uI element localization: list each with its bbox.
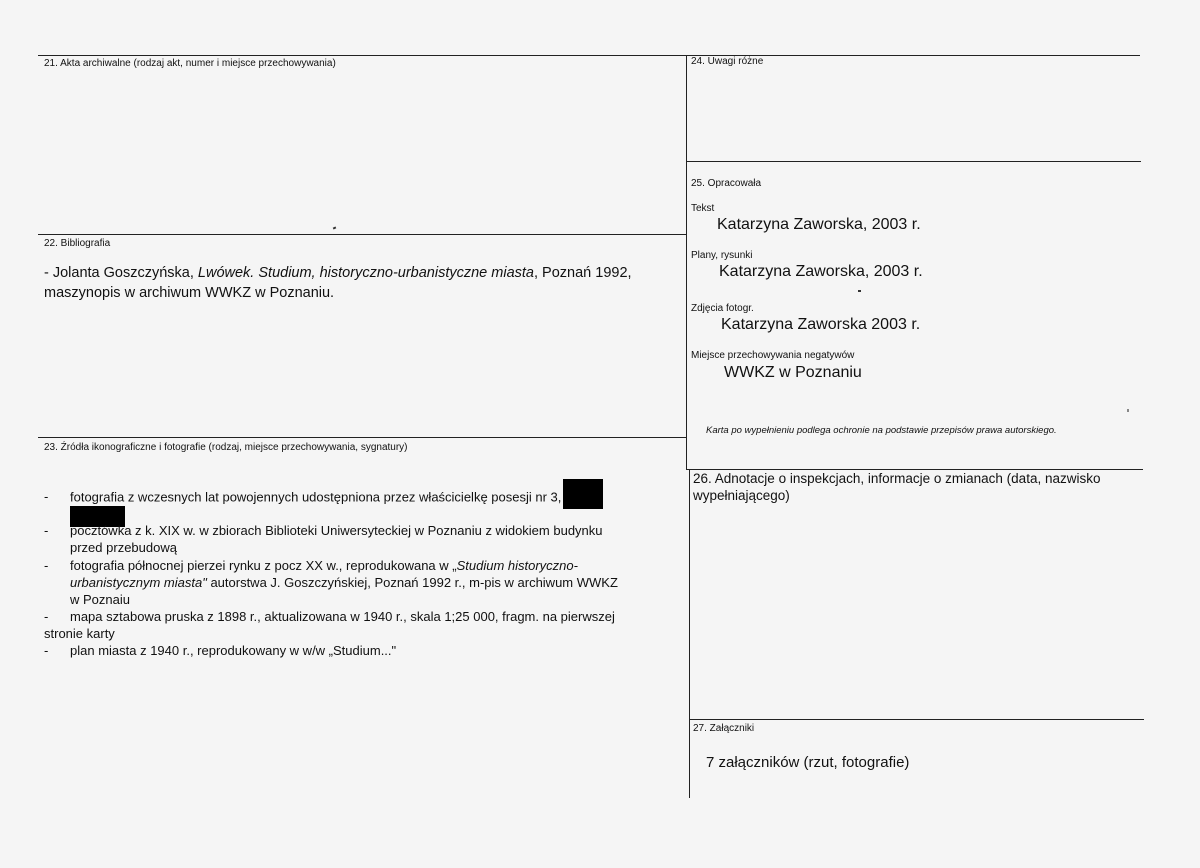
photos-author-label: Zdjęcia fotogr.	[691, 303, 754, 314]
bibliography-title: Lwówek. Studium, historyczno-urbanistyczne miasta	[197, 265, 534, 281]
scan-speck	[1127, 409, 1129, 412]
text-author-value: Katarzyna Zaworska, 2003 r.	[717, 216, 921, 233]
source-item-4: - mapa sztabowa pruska z 1898 r., aktualizowana w 1940 r., skala 1;25 000, fragm. na pierwszej stronie karty	[44, 609, 615, 641]
rule-23	[38, 437, 686, 438]
bibliography-note: maszynopis w archiwum WWKZ w Poznaniu.	[44, 285, 335, 301]
bibliography-entry	[44, 263, 632, 303]
photos-author-value: Katarzyna Zaworska 2003 r.	[721, 316, 921, 333]
column-divider-lower	[689, 470, 690, 798]
attachments-value: 7 załączników (rzut, fotografie)	[706, 754, 910, 771]
source-item-3: - fotografia północnej pierzei rynku z pocz XX w., reprodukowana w „Studium historyczno- urbanistycznym miasta" autorstwa J. Goszczyńskiej, Poznań 1992 r., m-pis w archiwum WWKZ w Poznaiu	[44, 558, 618, 607]
top-rule	[38, 55, 1140, 56]
section-26-label: 26. Adnotacje o inspekcjach, informacje o zmianach (data, nazwisko wypełniającego)	[693, 471, 1101, 503]
rule-27	[689, 719, 1144, 720]
redacted-block	[563, 479, 603, 509]
drawings-author-label: Plany, rysunki	[691, 250, 753, 261]
scan-speck	[333, 226, 337, 229]
copyright-note: Karta po wypełnieniu podlega ochronie na podstawie przepisów prawa autorskiego.	[706, 425, 1057, 436]
source-item-5: - plan miasta z 1940 r., reprodukowany w w/w „Studium..."	[44, 643, 397, 658]
rule-22	[38, 234, 686, 235]
negatives-location-label: Miejsce przechowywania negatywów	[691, 350, 855, 361]
section-27-label: 27. Załączniki	[693, 723, 755, 734]
negatives-location-value: WWKZ w Poznaniu	[724, 364, 862, 381]
section-22-label: 22. Bibliografia	[44, 238, 111, 249]
section-25-label: 25. Opracowała	[691, 178, 762, 189]
section-24-label: 24. Uwagi różne	[691, 56, 764, 67]
bibliography-place: , Poznań 1992,	[533, 265, 632, 281]
source-item-1: - fotografia z wczesnych lat powojennych udostępniona przez właścicielkę posesji nr 3,	[44, 487, 603, 509]
text-author-label: Tekst	[691, 203, 715, 214]
column-divider-upper	[686, 55, 687, 470]
rule-25	[686, 161, 1141, 162]
source-item-2: - pocztówka z k. XIX w. w zbiorach Biblioteki Uniwersyteckiej w Poznaniu z widokiem budynku przed przebudową	[44, 523, 603, 555]
section-23-label: 23. Źródła ikonograficzne i fotografie (rodzaj, miejsce przechowywania, sygnatury)	[44, 442, 408, 453]
section-21-label: 21. Akta archiwalne (rodzaj akt, numer i miejsce przechowywania)	[44, 58, 336, 69]
bibliography-author: - Jolanta Goszczyńska,	[44, 265, 198, 281]
drawings-author-value: Katarzyna Zaworska, 2003 r.	[719, 263, 923, 280]
scan-speck	[858, 290, 861, 292]
